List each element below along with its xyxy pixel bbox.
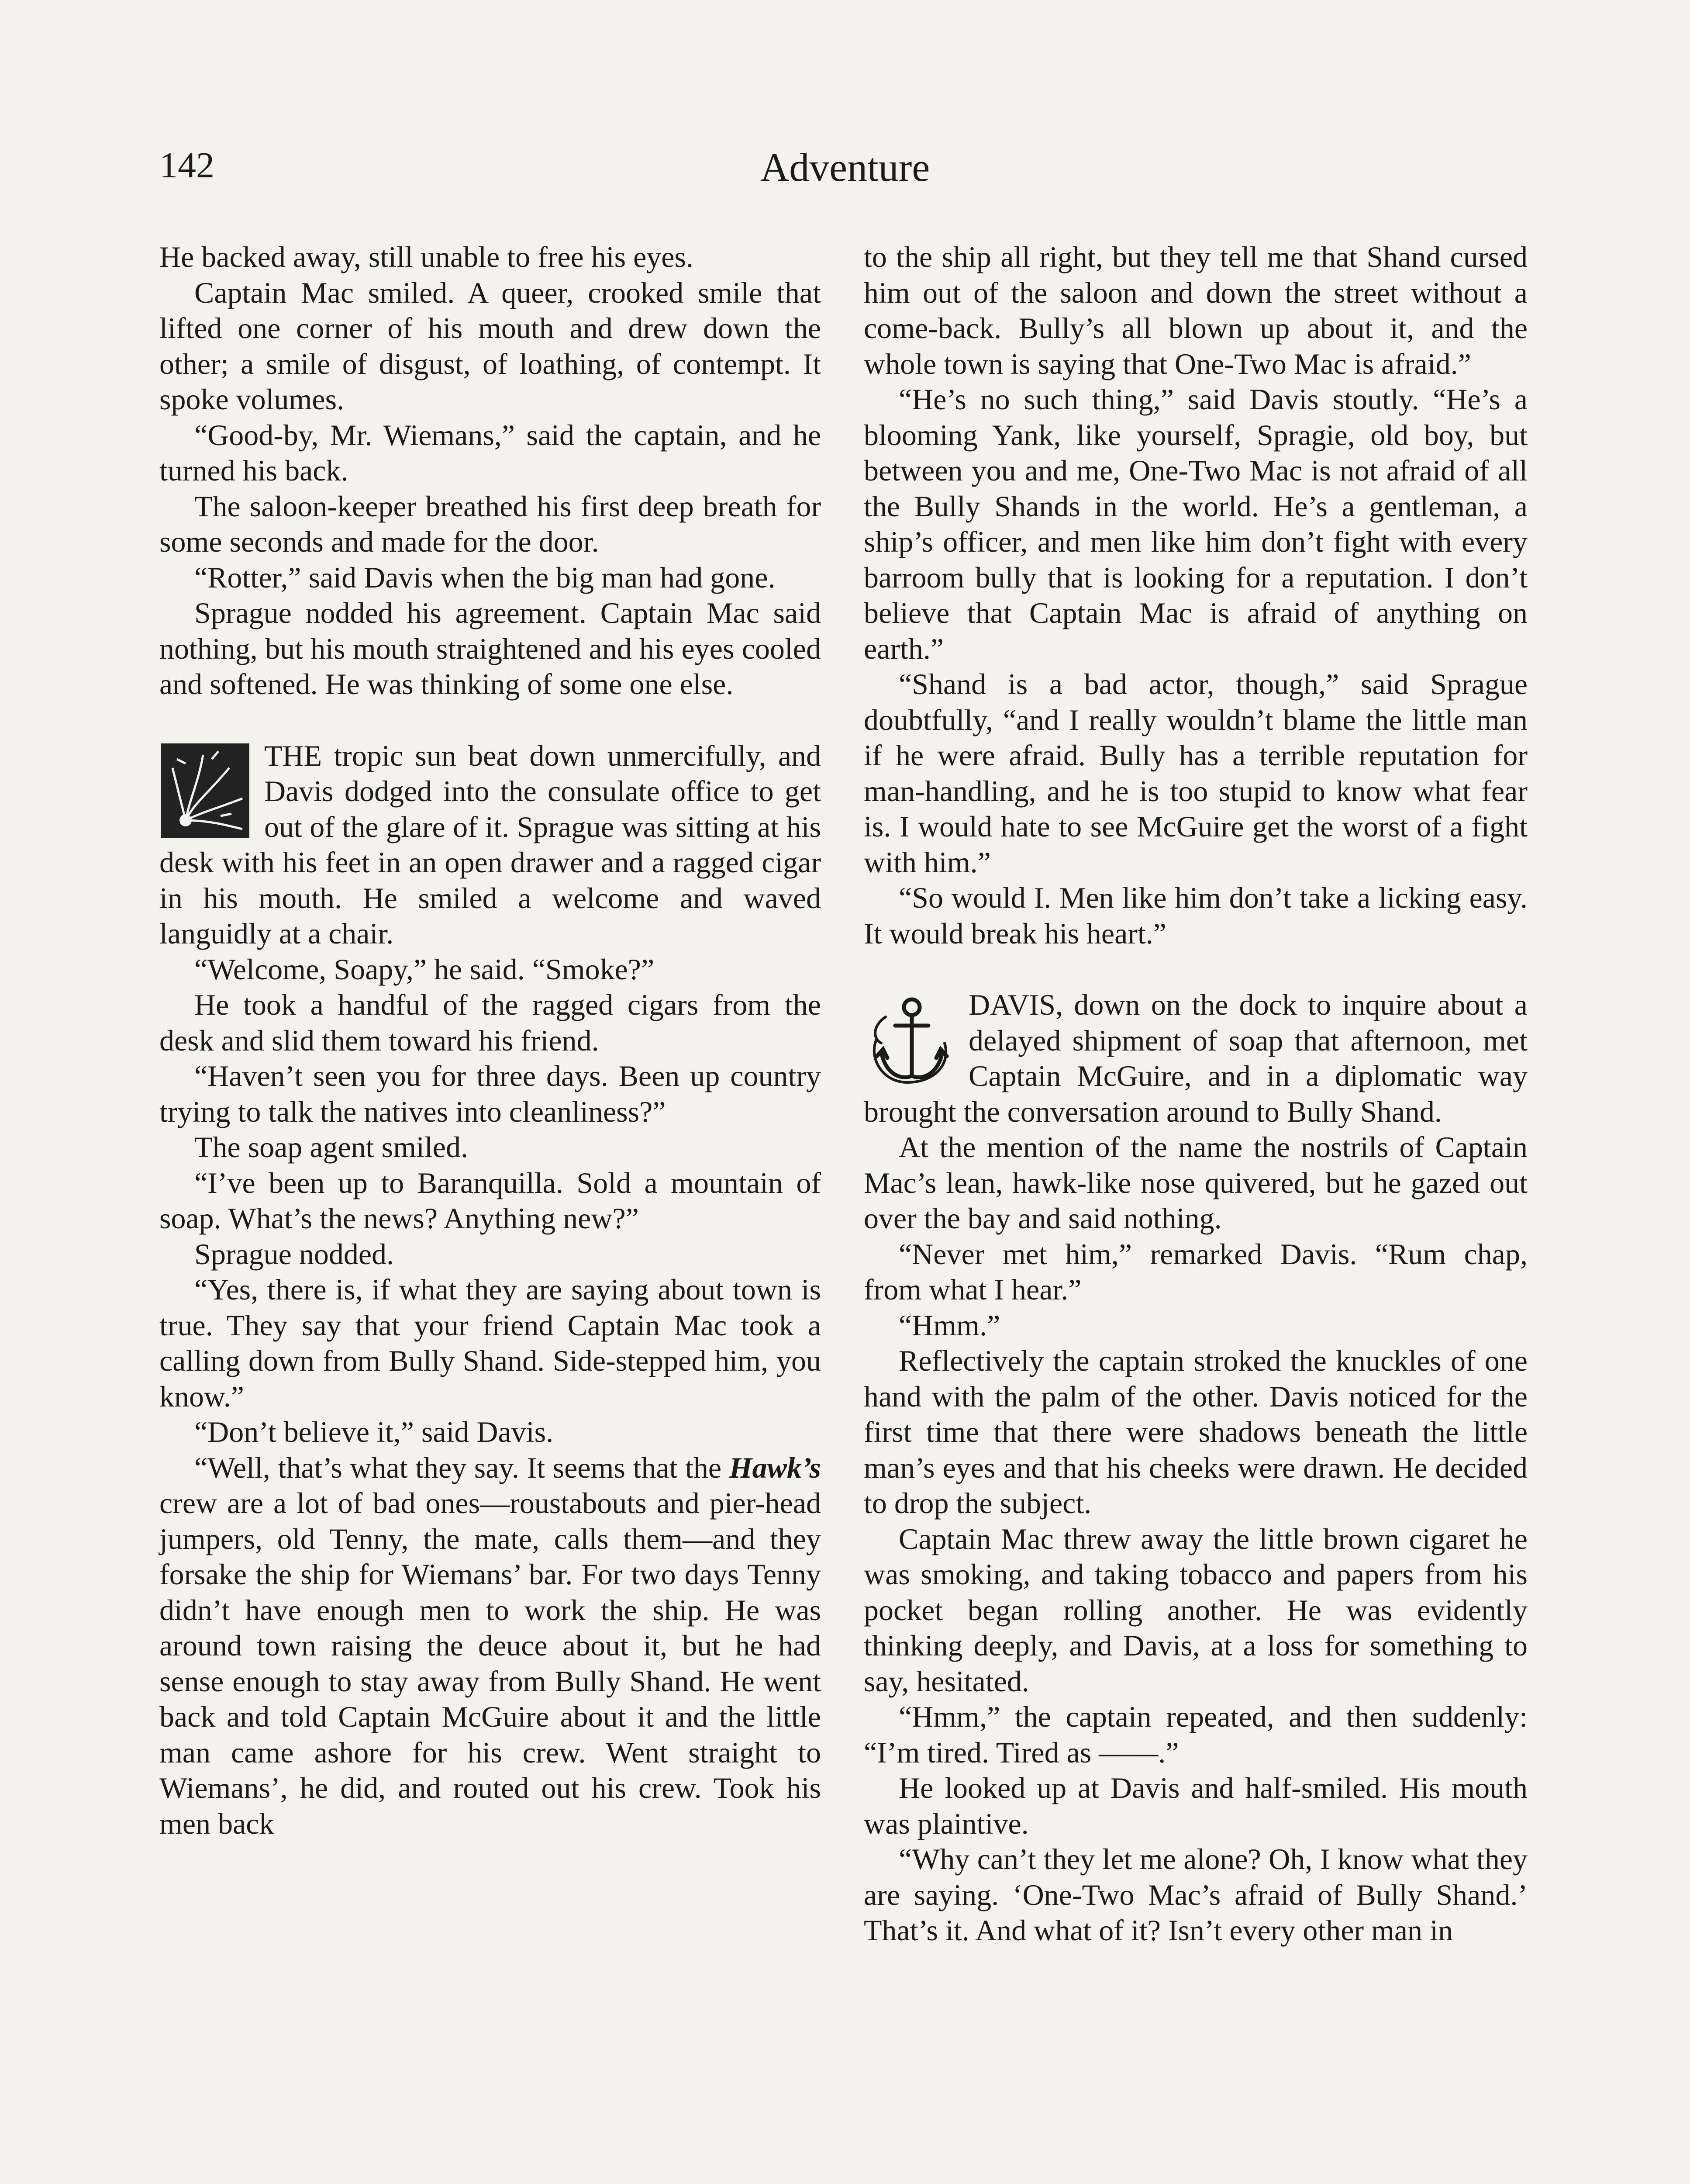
left-mid-paragraphs (159, 952, 821, 1450)
continuation-paragraph: to the ship all right, but they tell me that Shand cursed him out of the saloon and down the street without a come-back. Bully’s all blown up about it, and the whole town is saying that One-Two Mac is afraid.” (864, 240, 1528, 380)
paragraph: “Don’t believe it,” said Davis. (194, 1415, 554, 1448)
paragraph: The soap agent smiled. (194, 1130, 468, 1164)
paragraph: “Rotter,” said Davis when the big man had gone. (194, 560, 776, 594)
section-lead-paragraph: DAVIS, down on the dock to inquire about a delayed shipment of soap that afternoon, met Captain McGuire, and in a diplomatic way brought the conversation around to Bully Shand. (864, 988, 1528, 1128)
right-bottom-paragraphs (864, 1130, 1528, 1949)
section-break-1 (159, 738, 821, 952)
paragraph: “Hmm.” (899, 1308, 1000, 1342)
paragraph: “Never met him,” remarked Davis. “Rum chap, from what I hear.” (864, 1237, 1528, 1306)
ship-name: Hawk’s (729, 1451, 821, 1484)
paragraph: “Hmm,” the captain repeated, and then suddenly: “I’m tired. Tired as ——.” (864, 1700, 1528, 1769)
paragraph: “Why can’t they let me alone? Oh, I know what they are saying. ‘One-Two Mac’s afraid of Bully Shand.’ That’s it. And what of it? Isn’t every other man in (864, 1842, 1528, 1947)
paragraph: Reflectively the captain stroked the knuckles of one hand with the palm of the other. Davis noticed for the first time that there were shadows beneath the little man’s eyes and that his cheeks were drawn. He decided to drop the subject. (864, 1344, 1528, 1520)
paragraph: “Well, that’s what they say. It seems that the Hawk’s crew are a lot of bad ones—roustabouts and pier-head jumpers, old Tenny, the mate, calls them—and they forsake the ship for Wiemans’ bar. For two days Tenny didn’t have enough men to work the ship. He was around town raising the deuce about it, but he had sense enough to stay away from Bully Shand. He went back and told Captain McGuire about it and the little man came ashore for his crew. Went straight to Wiemans’, he did, and routed out his crew. Took his men back (159, 1451, 821, 1840)
page-header (0, 144, 1690, 197)
paragraph: He backed away, still unable to free his eyes. (159, 240, 693, 273)
left-column (159, 239, 821, 1842)
paragraph: Sprague nodded. (194, 1237, 394, 1271)
magazine-title: Adventure (760, 145, 930, 190)
paragraph: At the mention of the name the nostrils of Captain Mac’s lean, hawk-like nose quivered, but he gazed out over the bay and said nothing. (864, 1130, 1528, 1235)
left-top-paragraphs (159, 239, 821, 702)
paragraph: Captain Mac smiled. A queer, crooked smile that lifted one corner of his mouth and drew down the other; a smile of disgust, of loathing, of contempt. It spoke volumes. (159, 276, 821, 416)
right-column (864, 239, 1528, 1949)
paragraph: “I’ve been up to Baranquilla. Sold a mountain of soap. What’s the news? Anything new?” (159, 1166, 821, 1235)
paragraph: The saloon-keeper breathed his first deep breath for some seconds and made for the door. (159, 489, 821, 558)
paragraph: Sprague nodded his agreement. Captain Mac said nothing, but his mouth straightened and his eyes cooled and softened. He was thinking of some one else. (159, 596, 821, 701)
paragraph: “He’s no such thing,” said Davis stoutly. “He’s a blooming Yank, like yourself, Spragie, old boy, but between you and me, One-Two Mac is not afraid of all the Bully Shands in the world. He’s a gentleman, a ship’s officer, and men like him don’t fight with every barroom bully that is looking for a reputation. I don’t believe that Captain Mac is afraid of anything on earth.” (864, 383, 1528, 665)
right-top-paragraphs (864, 382, 1528, 951)
section-lead-paragraph: THE tropic sun beat down unmercifully, and Davis dodged into the consulate office to get out of the glare of it. Sprague was sitting at his desk with his feet in an open drawer and a ragged cigar in his mouth. He smiled a welcome and waved languidly at a chair. (159, 739, 821, 950)
paragraph: “Shand is a bad actor, though,” said Sprague doubtfully, “and I really wouldn’t blame the little man if he were afraid. Bully has a terrible reputation for man-handling, and he is too stupid to know what fear is. I would hate to see McGuire get the worst of a fight with him.” (864, 667, 1528, 879)
anchor-ornament-icon (864, 991, 955, 1089)
paragraph: He took a handful of the ragged cigars from the desk and slid them toward his friend. (159, 988, 821, 1057)
page-number: 142 (159, 145, 214, 186)
paragraph: He looked up at Davis and half-smiled. His mouth was plaintive. (864, 1771, 1528, 1840)
paragraph: Captain Mac threw away the little brown cigaret he was smoking, and taking tobacco and papers from his pocket began rolling another. He was evidently thinking deeply, and Davis, at a loss for something to say, hesitated. (864, 1522, 1528, 1698)
paragraph: “Good-by, Mr. Wiemans,” said the captain, and he turned his back. (159, 418, 821, 487)
section-break-2 (864, 987, 1528, 1130)
paragraph: “So would I. Men like him don’t take a licking easy. It would break his heart.” (864, 881, 1528, 950)
paragraph: “Yes, there is, if what they are saying about town is true. They say that your friend Captain Mac took a calling down from Bully Shand. Side-stepped him, you know.” (159, 1273, 821, 1413)
paragraph: “Haven’t seen you for three days. Been up country trying to talk the natives into cleanliness?” (159, 1059, 821, 1128)
paragraph: “Welcome, Soapy,” he said. “Smoke?” (194, 952, 655, 986)
sunburst-ornament-icon (159, 742, 251, 840)
